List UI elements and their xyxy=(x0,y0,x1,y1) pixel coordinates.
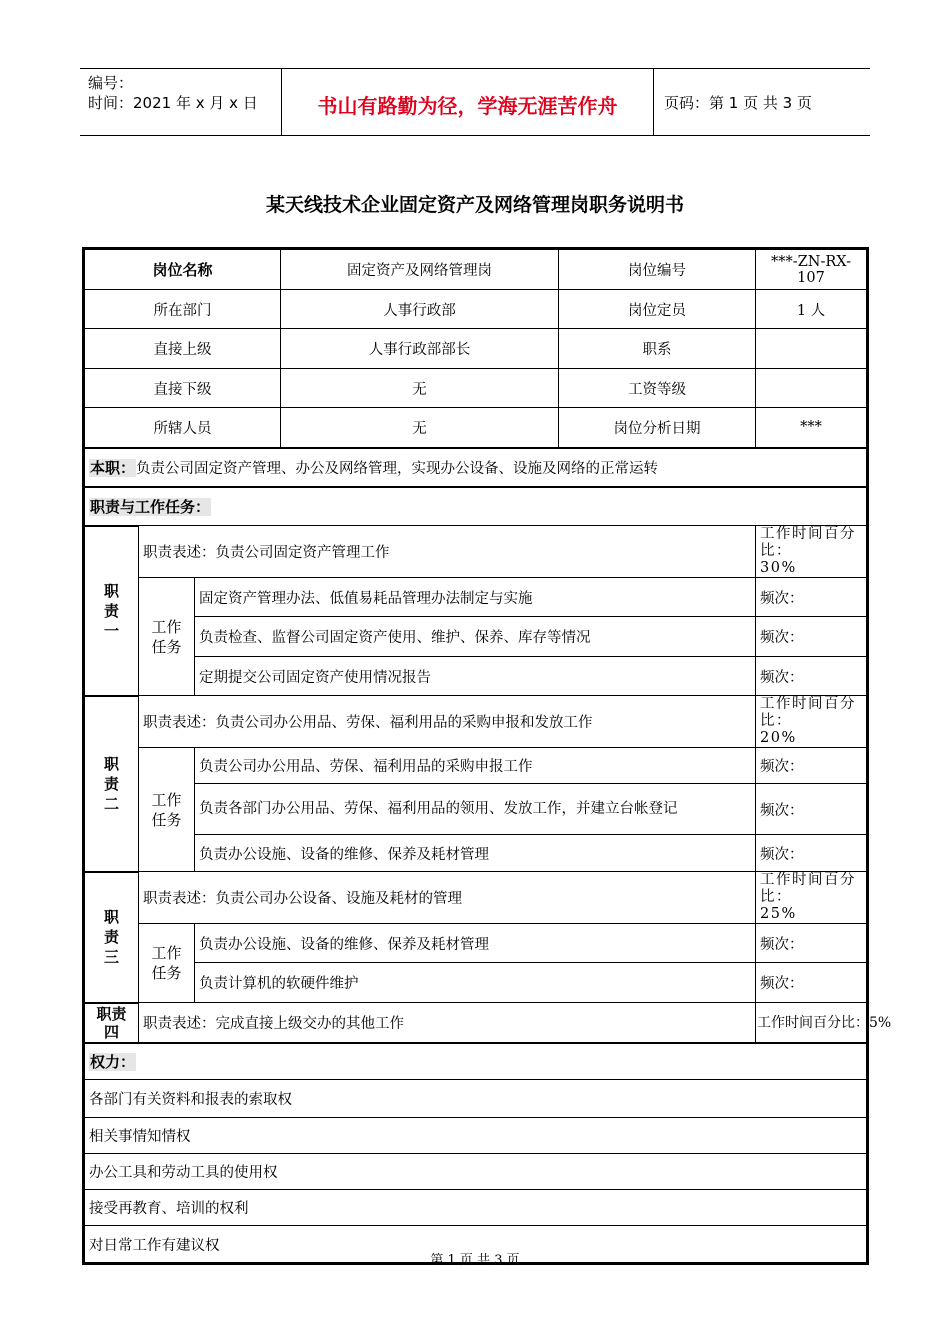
info-value: ***-ZN-RX-107 xyxy=(756,250,867,290)
task-text: 负责计算机的软硬件维护 xyxy=(195,963,756,1003)
task-frequency: 频次： xyxy=(756,617,867,657)
info-label: 岗位分析日期 xyxy=(559,408,756,448)
page-header xyxy=(80,68,870,136)
info-label: 直接下级 xyxy=(85,369,281,408)
info-value: 无 xyxy=(281,408,559,448)
task-frequency: 频次： xyxy=(756,748,867,784)
core-duty-label: 本职： xyxy=(90,458,136,477)
task-frequency: 频次： xyxy=(756,784,867,835)
info-label: 岗位名称 xyxy=(85,250,281,290)
core-duty-text: 负责公司固定资产管理、办公及网络管理，实现办公设备、设施及网络的正常运转 xyxy=(136,460,659,477)
task-frequency: 频次： xyxy=(756,835,867,872)
duty-desc: 职责表述：负责公司固定资产管理工作 xyxy=(139,526,756,578)
header-meta xyxy=(80,69,282,135)
powers-heading: 权力： xyxy=(90,1052,136,1071)
task-row xyxy=(85,748,867,784)
powers-heading-row xyxy=(85,1043,867,1080)
task-frequency: 频次： xyxy=(756,924,867,963)
power-item: 对日常工作有建议权 xyxy=(85,1226,867,1263)
duty-label: 职 责 一 xyxy=(85,526,139,696)
duty-label: 职 责 二 xyxy=(85,696,139,872)
task-text: 负责公司办公用品、劳保、福利用品的采购申报工作 xyxy=(195,748,756,784)
info-label: 岗位编号 xyxy=(559,250,756,290)
info-label: 岗位定员 xyxy=(559,290,756,329)
power-item: 接受再教育、培训的权利 xyxy=(85,1190,867,1226)
task-frequency: 频次： xyxy=(756,578,867,617)
header-number: 编号： xyxy=(88,74,134,92)
header-motto: 书山有路勤为径，学海无涯苦作舟 xyxy=(282,69,654,135)
task-row xyxy=(85,784,867,835)
task-text: 固定资产管理办法、低值易耗品管理办法制定与实施 xyxy=(195,578,756,617)
task-row xyxy=(85,835,867,872)
task-row xyxy=(85,657,867,696)
info-label: 直接上级 xyxy=(85,329,281,369)
task-row xyxy=(85,578,867,617)
duty-time-percent: 工作时间百分比：5% xyxy=(756,1003,867,1043)
duties-heading: 职责与工作任务： xyxy=(90,497,211,516)
info-row xyxy=(85,250,867,290)
task-frequency: 频次： xyxy=(756,657,867,696)
duty-time-percent: 工作时间百分比： 30% xyxy=(756,526,867,578)
info-row xyxy=(85,408,867,448)
task-text: 定期提交公司固定资产使用情况报告 xyxy=(195,657,756,696)
task-text: 负责办公设施、设备的维修、保养及耗材管理 xyxy=(195,924,756,963)
info-row xyxy=(85,290,867,329)
duty-desc-row xyxy=(85,526,867,578)
header-page: 页码：第 1 页 共 3 页 xyxy=(664,93,812,112)
duty-time-percent: 工作时间百分比： 25% xyxy=(756,872,867,924)
info-value: *** xyxy=(756,408,867,448)
duty-desc-row xyxy=(85,872,867,924)
task-row xyxy=(85,617,867,657)
job-description-table xyxy=(84,249,892,1263)
info-value: 无 xyxy=(281,369,559,408)
duty-time-percent: 工作时间百分比： 20% xyxy=(756,696,867,748)
info-value xyxy=(756,369,867,408)
power-row xyxy=(85,1080,867,1118)
duty-desc-row xyxy=(85,1003,867,1043)
task-text: 负责办公设施、设备的维修、保养及耗材管理 xyxy=(195,835,756,872)
duties-heading-row xyxy=(85,487,867,526)
info-value: 人事行政部部长 xyxy=(281,329,559,369)
task-label: 工作 任务 xyxy=(139,748,195,872)
power-row xyxy=(85,1190,867,1226)
task-label: 工作 任务 xyxy=(139,578,195,696)
task-row xyxy=(85,963,867,1003)
power-item: 办公工具和劳动工具的使用权 xyxy=(85,1154,867,1190)
task-frequency: 频次： xyxy=(756,963,867,1003)
info-value: 1 人 xyxy=(756,290,867,329)
duty-desc-row xyxy=(85,696,867,748)
power-item: 各部门有关资料和报表的索取权 xyxy=(85,1080,867,1118)
task-text: 负责各部门办公用品、劳保、福利用品的领用、发放工作，并建立台帐登记 xyxy=(195,784,756,835)
task-label: 工作 任务 xyxy=(139,924,195,1003)
info-label: 职系 xyxy=(559,329,756,369)
header-time: 时间：2021 年 x 月 x 日 xyxy=(88,94,258,112)
power-item: 相关事情知情权 xyxy=(85,1118,867,1154)
page-footer: 第 1 页 共 3 页 xyxy=(430,1253,520,1268)
power-row xyxy=(85,1118,867,1154)
info-value: 人事行政部 xyxy=(281,290,559,329)
info-value: 固定资产及网络管理岗 xyxy=(281,250,559,290)
core-duty-row xyxy=(85,448,867,487)
power-row xyxy=(85,1154,867,1190)
info-label: 所辖人员 xyxy=(85,408,281,448)
info-label: 所在部门 xyxy=(85,290,281,329)
info-value xyxy=(756,329,867,369)
duty-label: 职责 四 xyxy=(85,1003,139,1043)
info-label: 工资等级 xyxy=(559,369,756,408)
info-row xyxy=(85,369,867,408)
info-row xyxy=(85,329,867,369)
duty-desc: 职责表述：完成直接上级交办的其他工作 xyxy=(139,1003,756,1043)
task-row xyxy=(85,924,867,963)
duty-label: 职 责 三 xyxy=(85,872,139,1003)
duty-desc: 职责表述：负责公司办公用品、劳保、福利用品的采购申报和发放工作 xyxy=(139,696,756,748)
document-title: 某天线技术企业固定资产及网络管理岗职务说明书 xyxy=(265,194,684,216)
duty-desc: 职责表述：负责公司办公设备、设施及耗材的管理 xyxy=(139,872,756,924)
task-text: 负责检查、监督公司固定资产使用、维护、保养、库存等情况 xyxy=(195,617,756,657)
